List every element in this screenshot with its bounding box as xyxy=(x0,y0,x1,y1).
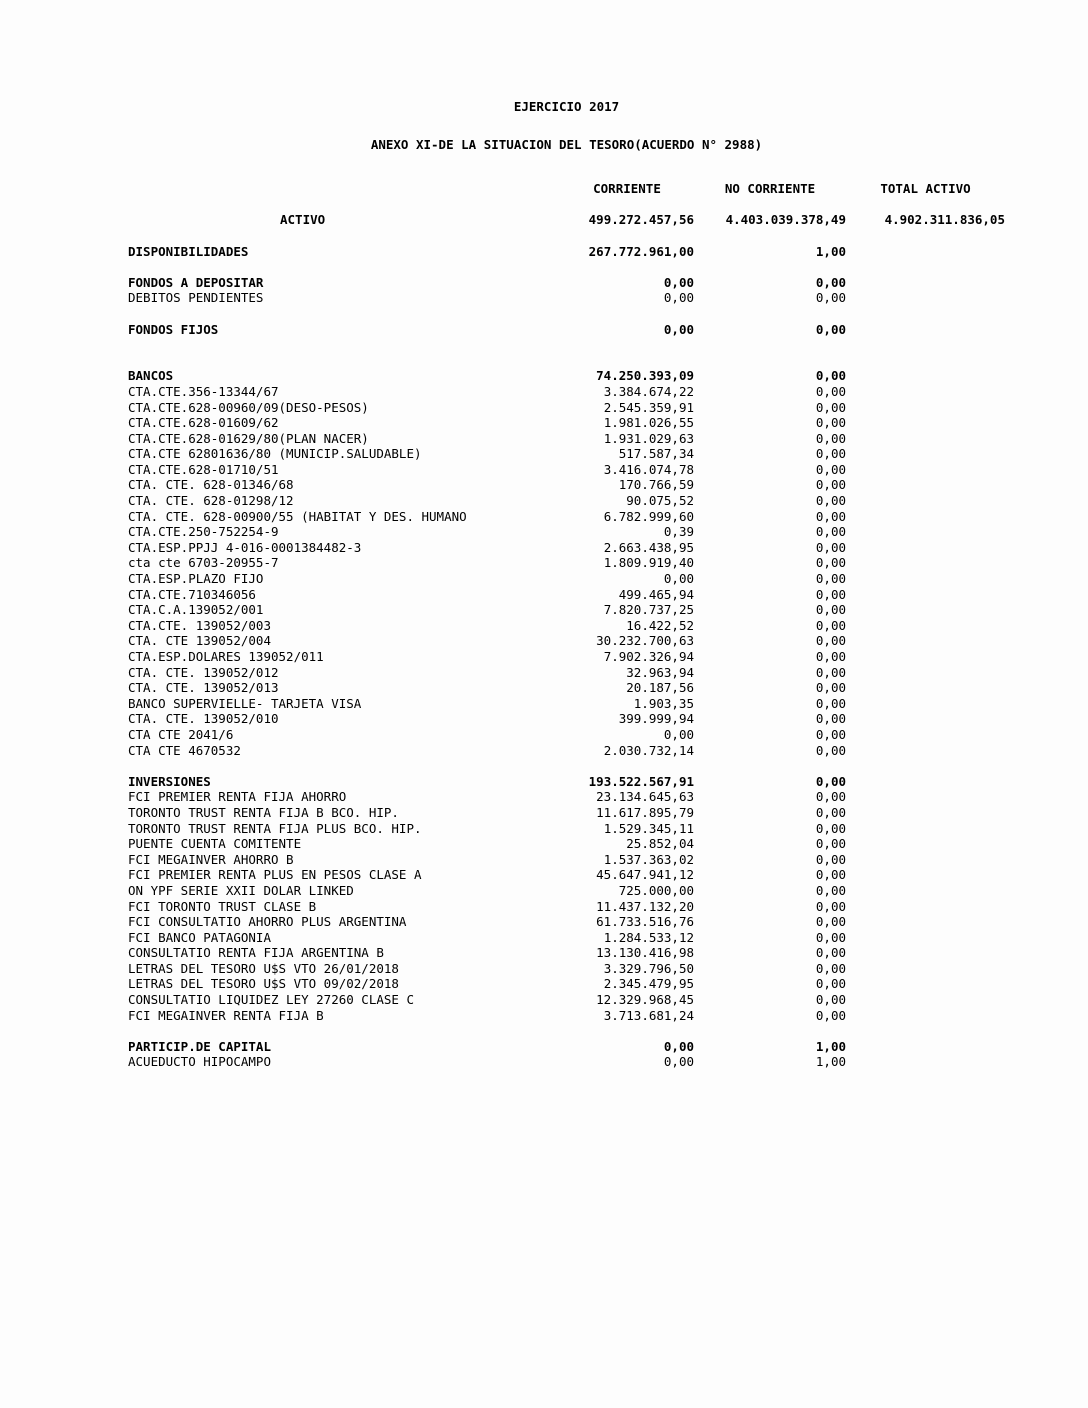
value-no-corriente: 0,00 xyxy=(815,820,846,836)
row-label: TORONTO TRUST RENTA FIJA PLUS BCO. HIP. xyxy=(128,820,422,836)
value-total-activo xyxy=(846,711,1005,727)
value-corriente: 1.284.533,12 xyxy=(603,929,694,945)
value-total-activo xyxy=(846,821,1005,837)
value-corriente: 725.000,00 xyxy=(618,882,694,898)
value-corriente: 399.999,94 xyxy=(618,711,694,727)
value-corriente: 1.537.363,02 xyxy=(603,851,694,867)
value-no-corriente: 0,00 xyxy=(815,586,846,602)
column-header-no-corriente: NO CORRIENTE xyxy=(724,181,816,197)
table-row xyxy=(128,930,1005,946)
value-corriente: 0,00 xyxy=(663,571,694,587)
value-corriente: 23.134.645,63 xyxy=(596,789,694,805)
table-row xyxy=(128,322,1005,338)
row-label: CTA.ESP.DOLARES 139052/011 xyxy=(128,649,324,664)
value-corriente: 0,00 xyxy=(663,290,694,306)
value-total-activo xyxy=(846,244,1005,260)
value-corriente: 1.931.029,63 xyxy=(603,430,694,446)
value-no-corriente: 0,00 xyxy=(815,664,846,680)
row-label: CTA. CTE. 139052/010 xyxy=(128,711,279,727)
value-total-activo xyxy=(846,743,1005,759)
value-total-activo xyxy=(846,400,1005,416)
row-label: BANCOS xyxy=(128,368,174,384)
row-label: CONSULTATIO RENTA FIJA ARGENTINA B xyxy=(128,945,384,961)
value-corriente: 267.772.961,00 xyxy=(588,243,694,259)
value-no-corriente: 0,00 xyxy=(815,898,846,914)
value-total-activo xyxy=(846,415,1005,431)
value-no-corriente: 0,00 xyxy=(815,399,846,415)
value-total-activo xyxy=(846,493,1005,509)
value-total-activo xyxy=(846,836,1005,852)
value-corriente: 6.782.999,60 xyxy=(603,508,694,524)
value-corriente: 1.981.026,55 xyxy=(603,415,694,431)
value-no-corriente: 0,00 xyxy=(815,524,846,540)
document-title-annex: ANEXO XI-DE LA SITUACION DEL TESORO(ACUERDO N° 2988) xyxy=(370,136,763,152)
table-row xyxy=(128,680,1005,696)
row-label: DEBITOS PENDIENTES xyxy=(128,290,264,306)
table-row xyxy=(128,1008,1005,1024)
value-total-activo xyxy=(846,384,1005,400)
value-no-corriente: 1,00 xyxy=(815,243,846,259)
table-row xyxy=(128,914,1005,930)
value-no-corriente: 0,00 xyxy=(815,539,846,555)
value-corriente: 170.766,59 xyxy=(618,477,694,493)
value-no-corriente: 0,00 xyxy=(815,804,846,820)
table-row xyxy=(128,945,1005,961)
value-no-corriente: 0,00 xyxy=(815,882,846,898)
row-label: ON YPF SERIE XXII DOLAR LINKED xyxy=(128,882,354,898)
row-label: FCI MEGAINVER AHORRO B xyxy=(128,851,294,867)
value-corriente: 3.329.796,50 xyxy=(603,960,694,976)
value-total-activo xyxy=(846,867,1005,883)
value-total-activo xyxy=(846,540,1005,556)
row-label: FCI TORONTO TRUST CLASE B xyxy=(128,898,317,914)
table-row xyxy=(128,665,1005,681)
value-no-corriente: 0,00 xyxy=(815,446,846,462)
value-no-corriente: 0,00 xyxy=(815,742,846,758)
table-row xyxy=(128,400,1005,416)
row-label: CTA. CTE. 628-01298/12 xyxy=(128,493,294,509)
table-row xyxy=(128,789,1005,805)
table-row xyxy=(128,821,1005,837)
table-row xyxy=(128,462,1005,478)
value-corriente: 3.384.674,22 xyxy=(603,383,694,399)
row-label: FCI MEGAINVER RENTA FIJA B xyxy=(128,1007,324,1023)
value-corriente: 11.617.895,79 xyxy=(596,804,694,820)
value-total-activo xyxy=(846,899,1005,915)
value-total-activo xyxy=(846,680,1005,696)
row-label: FONDOS FIJOS xyxy=(128,321,219,337)
value-corriente: 12.329.968,45 xyxy=(596,992,694,1008)
table-row xyxy=(128,212,1005,228)
value-corriente: 0,00 xyxy=(663,726,694,742)
value-no-corriente: 0,00 xyxy=(815,633,846,649)
value-no-corriente: 0,00 xyxy=(815,945,846,961)
value-corriente: 0,00 xyxy=(663,1054,694,1070)
table-row xyxy=(128,368,1005,384)
value-corriente: 16.422,52 xyxy=(626,617,694,633)
value-no-corriente: 0,00 xyxy=(815,789,846,805)
value-corriente: 0,00 xyxy=(663,321,694,337)
row-label: CTA.CTE 62801636/80 (MUNICIP.SALUDABLE) xyxy=(128,446,422,462)
value-corriente: 20.187,56 xyxy=(626,680,694,696)
row-label: CTA.CTE.628-01609/62 xyxy=(128,415,279,431)
value-total-activo xyxy=(846,961,1005,977)
value-corriente: 0,39 xyxy=(663,524,694,540)
table-row xyxy=(128,618,1005,634)
value-corriente: 30.232.700,63 xyxy=(596,633,694,649)
value-no-corriente: 0,00 xyxy=(815,914,846,930)
value-total-activo xyxy=(846,477,1005,493)
table-row xyxy=(128,384,1005,400)
value-no-corriente: 0,00 xyxy=(815,1007,846,1023)
table-row xyxy=(128,961,1005,977)
value-corriente: 32.963,94 xyxy=(626,664,694,680)
table-row xyxy=(128,976,1005,992)
value-corriente: 0,00 xyxy=(663,1038,694,1054)
table-row xyxy=(128,727,1005,743)
row-label: PUENTE CUENTA COMITENTE xyxy=(128,836,302,852)
row-label: CTA.CTE.710346056 xyxy=(128,586,256,602)
table-row xyxy=(128,431,1005,447)
value-total-activo xyxy=(846,555,1005,571)
table-row xyxy=(128,774,1005,790)
row-label: FCI PREMIER RENTA PLUS EN PESOS CLASE A xyxy=(128,867,422,883)
row-label: CTA.CTE.628-01710/51 xyxy=(128,461,279,477)
value-corriente: 2.663.438,95 xyxy=(603,539,694,555)
value-no-corriente: 0,00 xyxy=(815,415,846,431)
table-row xyxy=(128,1054,1005,1070)
value-corriente: 499.465,94 xyxy=(618,586,694,602)
table-row xyxy=(128,883,1005,899)
value-no-corriente: 0,00 xyxy=(815,867,846,883)
row-label: CTA.CTE.628-00960/09(DESO-PESOS) xyxy=(128,399,369,415)
column-header-spacer xyxy=(128,181,560,197)
value-total-activo xyxy=(846,524,1005,540)
value-no-corriente: 0,00 xyxy=(815,695,846,711)
row-label: CONSULTATIO LIQUIDEZ LEY 27260 CLASE C xyxy=(128,992,414,1008)
value-corriente: 90.075,52 xyxy=(626,493,694,509)
row-label: CTA.C.A.139052/001 xyxy=(128,602,264,618)
table-row xyxy=(128,446,1005,462)
value-corriente: 7.902.326,94 xyxy=(603,649,694,664)
value-total-activo xyxy=(846,976,1005,992)
row-label: CTA. CTE. 139052/013 xyxy=(128,680,279,696)
value-no-corriente: 0,00 xyxy=(815,274,846,290)
value-corriente: 1.529.345,11 xyxy=(603,820,694,836)
value-total-activo xyxy=(846,914,1005,930)
value-corriente: 517.587,34 xyxy=(618,446,694,462)
value-total-activo xyxy=(846,774,1005,790)
value-total-activo xyxy=(846,696,1005,712)
value-corriente: 61.733.516,76 xyxy=(596,914,694,930)
table-row xyxy=(128,649,1005,665)
row-label: CTA. CTE. 628-01346/68 xyxy=(128,477,294,493)
table-row xyxy=(128,633,1005,649)
row-label: CTA. CTE. 139052/012 xyxy=(128,664,279,680)
value-total-activo xyxy=(846,509,1005,525)
row-label: CTA. CTE. 628-00900/55 (HABITAT Y DES. HUMANO xyxy=(128,508,467,524)
value-no-corriente: 0,00 xyxy=(815,383,846,399)
table-row xyxy=(128,899,1005,915)
column-header-total-activo: TOTAL ACTIVO xyxy=(880,181,971,197)
row-label: FCI BANCO PATAGONIA xyxy=(128,929,271,945)
value-no-corriente: 0,00 xyxy=(815,711,846,727)
row-label: LETRAS DEL TESORO U$S VTO 09/02/2018 xyxy=(128,976,399,992)
value-total-activo xyxy=(846,1008,1005,1024)
document-title-exercise: EJERCICIO 2017 xyxy=(513,99,620,114)
value-total-activo xyxy=(846,571,1005,587)
table-row xyxy=(128,743,1005,759)
table-row xyxy=(128,477,1005,493)
value-total-activo xyxy=(846,431,1005,447)
row-label: FCI CONSULTATIO AHORRO PLUS ARGENTINA xyxy=(128,914,407,930)
column-header-corriente: CORRIENTE xyxy=(593,181,661,197)
document-content xyxy=(128,99,1005,1070)
value-no-corriente: 4.403.039.378,49 xyxy=(725,212,846,228)
row-label: CTA.CTE.356-13344/67 xyxy=(128,383,279,399)
value-total-activo xyxy=(846,945,1005,961)
table-row xyxy=(128,244,1005,260)
value-corriente: 2.345.479,95 xyxy=(603,976,694,992)
row-label: LETRAS DEL TESORO U$S VTO 26/01/2018 xyxy=(128,960,399,976)
value-total-activo xyxy=(846,275,1005,291)
row-label: CTA.CTE.250-752254-9 xyxy=(128,524,279,540)
value-corriente: 499.272.457,56 xyxy=(588,212,694,228)
table-row xyxy=(128,992,1005,1008)
value-no-corriente: 0,00 xyxy=(815,680,846,696)
value-total-activo xyxy=(846,789,1005,805)
table-row xyxy=(128,602,1005,618)
value-no-corriente: 0,00 xyxy=(815,555,846,571)
table-rows xyxy=(128,212,1005,1070)
value-no-corriente: 0,00 xyxy=(815,929,846,945)
value-no-corriente: 0,00 xyxy=(815,461,846,477)
table-row xyxy=(128,509,1005,525)
value-no-corriente: 0,00 xyxy=(815,992,846,1008)
table-row xyxy=(128,524,1005,540)
row-label: FONDOS A DEPOSITAR xyxy=(128,274,264,290)
table-row xyxy=(128,1039,1005,1055)
table-row xyxy=(128,571,1005,587)
value-corriente: 2.030.732,14 xyxy=(603,742,694,758)
row-label: BANCO SUPERVIELLE- TARJETA VISA xyxy=(128,695,362,711)
value-corriente: 1.903,35 xyxy=(633,695,694,711)
value-total-activo xyxy=(846,633,1005,649)
value-corriente: 13.130.416,98 xyxy=(596,945,694,961)
value-corriente: 3.713.681,24 xyxy=(603,1007,694,1023)
value-total-activo xyxy=(846,930,1005,946)
value-corriente: 2.545.359,91 xyxy=(603,399,694,415)
value-total-activo xyxy=(846,805,1005,821)
table-row xyxy=(128,852,1005,868)
value-total-activo xyxy=(846,462,1005,478)
value-corriente: 11.437.132,20 xyxy=(596,898,694,914)
value-no-corriente: 0,00 xyxy=(815,851,846,867)
value-total-activo xyxy=(846,992,1005,1008)
value-corriente: 45.647.941,12 xyxy=(596,867,694,883)
value-corriente: 25.852,04 xyxy=(626,836,694,852)
table-row xyxy=(128,696,1005,712)
value-no-corriente: 0,00 xyxy=(815,493,846,509)
value-no-corriente: 0,00 xyxy=(815,649,846,664)
value-total-activo xyxy=(846,290,1005,306)
value-total-activo: 4.902.311.836,05 xyxy=(884,212,1005,228)
row-label: TORONTO TRUST RENTA FIJA B BCO. HIP. xyxy=(128,804,399,820)
value-corriente: 74.250.393,09 xyxy=(596,368,694,384)
value-corriente: 0,00 xyxy=(663,274,694,290)
value-total-activo xyxy=(846,1054,1005,1070)
value-total-activo xyxy=(846,602,1005,618)
value-corriente: 7.820.737,25 xyxy=(603,602,694,618)
table-row xyxy=(128,805,1005,821)
table-row xyxy=(128,867,1005,883)
value-no-corriente: 0,00 xyxy=(815,477,846,493)
value-no-corriente: 0,00 xyxy=(815,773,846,789)
table-row xyxy=(128,275,1005,291)
value-no-corriente: 0,00 xyxy=(815,571,846,587)
value-no-corriente: 0,00 xyxy=(815,290,846,306)
row-label: DISPONIBILIDADES xyxy=(128,243,249,259)
value-no-corriente: 0,00 xyxy=(815,960,846,976)
value-no-corriente: 0,00 xyxy=(815,602,846,618)
value-total-activo xyxy=(846,883,1005,899)
row-label: CTA.CTE. 139052/003 xyxy=(128,617,271,633)
table-row xyxy=(128,587,1005,603)
value-no-corriente: 0,00 xyxy=(815,976,846,992)
row-label: cta cte 6703-20955-7 xyxy=(128,555,279,571)
table-row xyxy=(128,540,1005,556)
row-label: CTA CTE 4670532 xyxy=(128,742,241,758)
value-total-activo xyxy=(846,649,1005,665)
row-label: PARTICIP.DE CAPITAL xyxy=(128,1038,271,1054)
value-corriente: 1.809.919,40 xyxy=(603,555,694,571)
value-corriente: 3.416.074,78 xyxy=(603,461,694,477)
value-no-corriente: 0,00 xyxy=(815,321,846,337)
value-no-corriente: 0,00 xyxy=(815,368,846,384)
value-total-activo xyxy=(846,618,1005,634)
row-label: CTA.ESP.PLAZO FIJO xyxy=(128,571,264,587)
value-no-corriente: 0,00 xyxy=(815,617,846,633)
value-total-activo xyxy=(846,322,1005,338)
value-no-corriente: 0,00 xyxy=(815,430,846,446)
row-label: ACUEDUCTO HIPOCAMPO xyxy=(128,1054,271,1070)
table-row xyxy=(128,836,1005,852)
value-total-activo xyxy=(846,446,1005,462)
value-total-activo xyxy=(846,587,1005,603)
value-corriente: 193.522.567,91 xyxy=(588,773,694,789)
row-label: CTA. CTE 139052/004 xyxy=(128,633,271,649)
value-no-corriente: 0,00 xyxy=(815,726,846,742)
column-headers xyxy=(128,181,1005,197)
table-row xyxy=(128,290,1005,306)
table-row xyxy=(128,555,1005,571)
row-label: CTA CTE 2041/6 xyxy=(128,726,234,742)
value-total-activo xyxy=(846,852,1005,868)
value-no-corriente: 0,00 xyxy=(815,836,846,852)
row-label: CTA.CTE.628-01629/80(PLAN NACER) xyxy=(128,430,369,446)
table-row xyxy=(128,711,1005,727)
value-total-activo xyxy=(846,665,1005,681)
value-no-corriente: 1,00 xyxy=(815,1038,846,1054)
value-total-activo xyxy=(846,1039,1005,1055)
value-total-activo xyxy=(846,727,1005,743)
table-row xyxy=(128,493,1005,509)
value-no-corriente: 0,00 xyxy=(815,508,846,524)
value-total-activo xyxy=(846,368,1005,384)
value-no-corriente: 1,00 xyxy=(815,1054,846,1070)
table-row xyxy=(128,415,1005,431)
row-label: ACTIVO xyxy=(280,212,326,228)
row-label: CTA.ESP.PPJJ 4-016-0001384482-3 xyxy=(128,539,362,555)
row-label: FCI PREMIER RENTA FIJA AHORRO xyxy=(128,789,347,805)
row-label: INVERSIONES xyxy=(128,773,211,789)
